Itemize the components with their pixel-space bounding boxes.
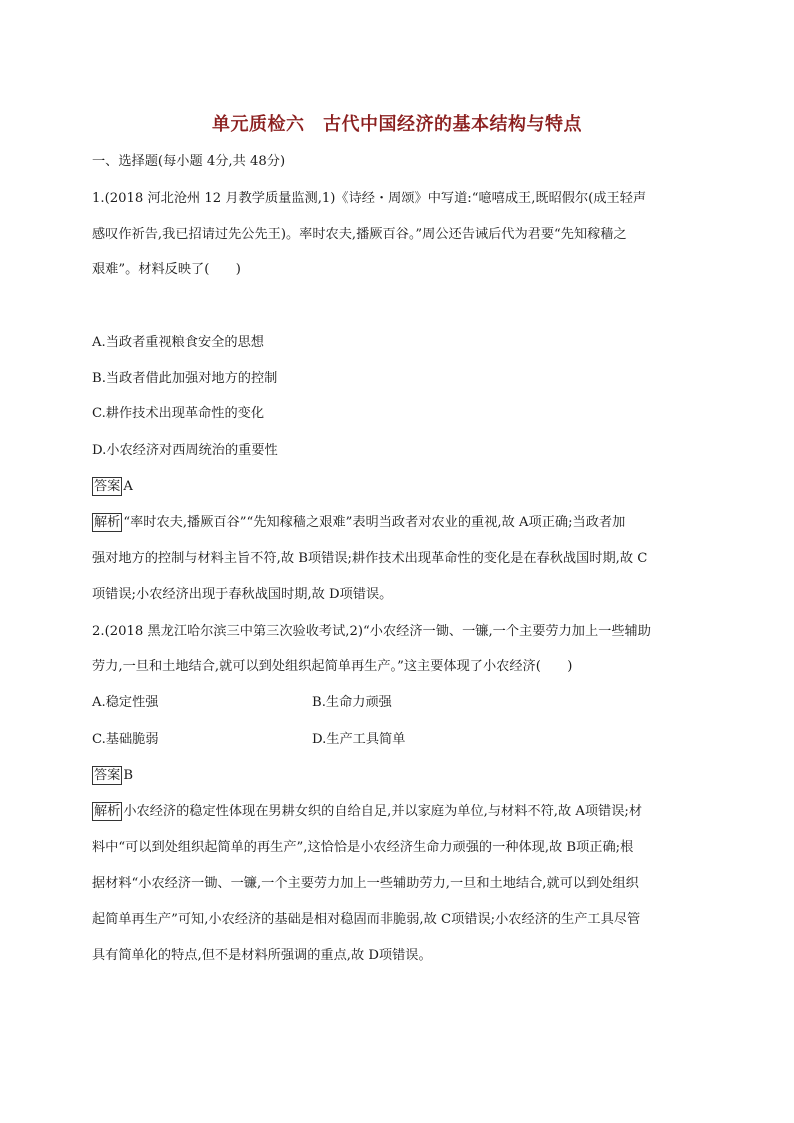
q1-option-a: A.当政者重视粮食安全的思想 — [92, 335, 264, 350]
q1-stem-line: 艰难”。材料反映了( ) — [92, 262, 241, 277]
q2-answer — [92, 766, 702, 786]
q2-option-row — [92, 693, 702, 713]
q1-analysis-line — [92, 513, 702, 533]
q1-option-d: D.小农经济对西周统治的重要性 — [92, 443, 278, 458]
q2-stem-line: 劳力,一旦和土地结合,就可以到处组织起简单再生产。”这主要体现了小农经济( ) — [92, 659, 573, 674]
q1-analysis-line: 强对地方的控制与材料主旨不符,故 B项错误;耕作技术出现革命性的变化是在春秋战国时期,故 C — [92, 551, 648, 566]
q2-analysis-line: 料中“可以到处组织起简单的再生产”,这恰恰是小农经济生命力顽强的一种体现,故 B项正确;根 — [92, 840, 634, 855]
q1-stem-line: 1.(2018 河北沧州 12 月教学质量监测,1)《诗经・周颂》中写道:“噫嘻成王,既昭假尔(成王轻声 — [92, 191, 647, 206]
q1-option-c: C.耕作技术出现革命性的变化 — [92, 406, 265, 421]
q2-analysis-line — [92, 802, 702, 822]
q2-answer-value: B — [123, 768, 134, 783]
q1-stem-line: 感叹作祈告,我已招请过先公先王)。率时农夫,播厥百谷。”周公还告诫后代为君要“先知稼穑之 — [92, 227, 627, 242]
q2-stem-line: 2.(2018 黑龙江哈尔滨三中第三次验收考试,2)“小农经济一锄、一镰,一个主要劳力加上一些辅助 — [92, 624, 651, 639]
q2-option-d: D.生产工具简单 — [312, 732, 406, 747]
q2-analysis-line: 据材料“小农经济一锄、一镰,一个主要劳力加上一些辅助劳力,一旦和土地结合,就可以到处组织 — [92, 876, 639, 891]
q2-option-a: A.稳定性强 — [92, 695, 159, 710]
q1-answer — [92, 477, 702, 497]
q1-analysis-text: “率时农夫,播厥百谷”“先知稼穑之艰难”表明当政者对农业的重视,故 A项正确;当政者加 — [123, 515, 626, 530]
q2-option-row — [92, 730, 702, 750]
answer-tag: 答案 — [94, 479, 121, 494]
q2-option-b: B.生命力顽强 — [312, 695, 392, 710]
section-heading: 一、选择题(每小题 4分,共 48分) — [92, 154, 286, 169]
analysis-tag: 解析 — [94, 515, 121, 530]
analysis-tag: 解析 — [94, 804, 121, 819]
answer-tag: 答案 — [94, 768, 121, 783]
q1-analysis-line: 项错误;小农经济出现于春秋战国时期,故 D项错误。 — [92, 587, 393, 602]
q2-analysis-line: 具有简单化的特点,但不是材料所强调的重点,故 D项错误。 — [92, 948, 432, 963]
q1-answer-value: A — [123, 479, 133, 494]
document-title: 单元质检六 古代中国经济的基本结构与特点 — [212, 114, 582, 135]
q2-analysis-text: 小农经济的稳定性体现在男耕女织的自给自足,并以家庭为单位,与材料不符,故 A项错误;材 — [123, 804, 643, 819]
q2-option-c: C.基础脆弱 — [92, 732, 159, 747]
q1-option-b: B.当政者借此加强对地方的控制 — [92, 371, 278, 386]
q2-analysis-line: 起简单再生产”可知,小农经济的基础是相对稳固而非脆弱,故 C项错误;小农经济的生产工具尽管 — [92, 912, 641, 927]
